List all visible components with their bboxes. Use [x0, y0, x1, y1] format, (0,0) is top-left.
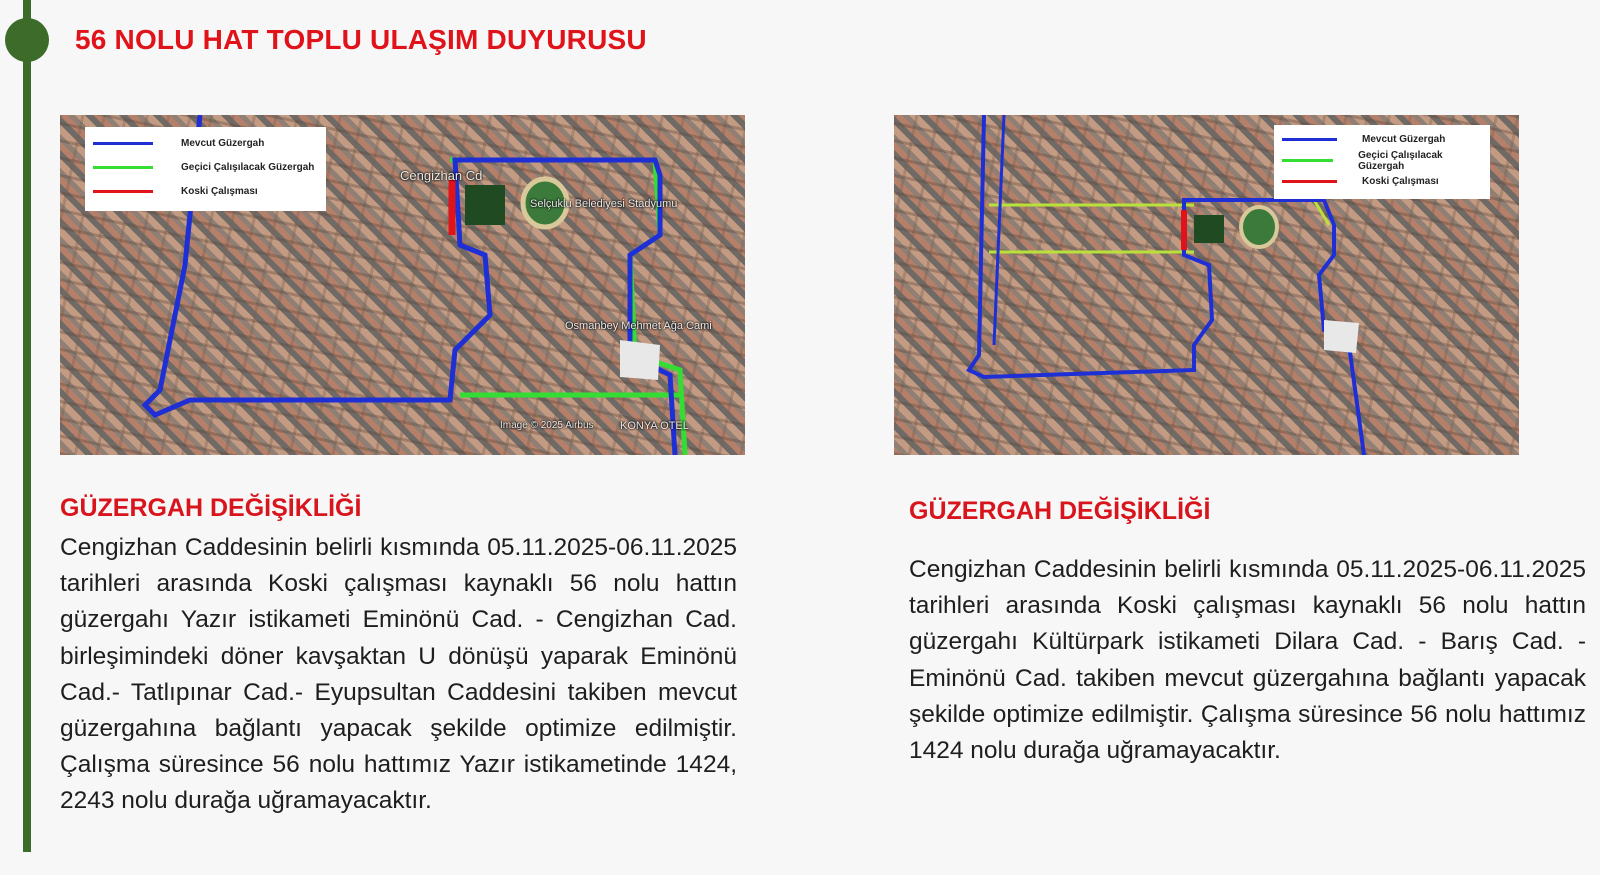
map-label-credit: Image © 2025 Airbus — [500, 420, 594, 431]
map-label-mosque: Osmanbey Mehmet Ağa Cami — [565, 320, 712, 332]
map-label-stadium: Selçuklu Belediyesi Stadyumu — [530, 198, 678, 210]
decorative-circle — [5, 18, 49, 62]
map-label-street: Cengizhan Cd — [400, 168, 483, 183]
announcement-text-right: Cengizhan Caddesinin belirli kısmında 05.11.2025-06.11.2025 tarihleri arasında Koski çalışması kaynaklı 56 nolu hattın güzergahı Kültürpark istikameti Dilara Cad. - Barış Cad. - Eminönü Cad. takiben mevcut güzergahına bağlantı yapacak şekilde optimize edilmiştir. Çalışma süresince 56 nolu hattımız 1424 nolu durağa uğramayacaktır. — [909, 556, 1586, 765]
page-title: 56 NOLU HAT TOPLU ULAŞIM DUYURUSU — [75, 24, 647, 55]
stadium-shape — [1241, 207, 1277, 247]
legend-label-current: Mevcut Güzergah — [181, 137, 265, 149]
legend-item-current — [93, 131, 318, 155]
current-route-line — [994, 115, 1004, 345]
legend-swatch-green — [93, 166, 153, 169]
decorative-vertical-line — [23, 0, 31, 852]
legend-label-temporary: Geçici Çalışılacak Güzergah — [1358, 149, 1443, 172]
legend-label-current: Mevcut Güzergah — [1362, 134, 1446, 145]
field-shape — [1194, 215, 1224, 243]
section-heading-right: GÜZERGAH DEĞİŞİKLİĞİ — [909, 497, 1211, 525]
legend-swatch-green — [1282, 159, 1333, 162]
announcement-text-left: Cengizhan Caddesinin belirli kısmında 05.11.2025-06.11.2025 tarihleri arasında Koski çalışması kaynaklı 56 nolu hattın güzergahı Yazır istikameti Eminönü Cad. - Cengizhan Cad. birleşimindeki döner kavşaktan U dönüşü yaparak Eminönü Cad.- Tatlıpınar Cad.- Eyupsultan Caddesini takiben mevcut güzergahına bağlantı yapacak şekilde optimize edilmiştir. Çalışma süresince 56 nolu hattımız Yazır istikametinde 1424, 2243 nolu durağa uğramayacaktır. — [60, 534, 737, 815]
legend-item-temporary — [1282, 150, 1482, 171]
section-heading-left: GÜZERGAH DEĞİŞİKLİĞİ — [60, 494, 362, 522]
legend-label-koski: Koski Çalışması — [1362, 176, 1439, 187]
white-building-shape — [620, 340, 660, 380]
route-map-right — [894, 115, 1519, 455]
legend-swatch-blue — [1282, 138, 1337, 141]
legend-item-current — [1282, 129, 1482, 150]
route-map-left — [60, 115, 745, 455]
legend-item-koski — [93, 179, 318, 203]
map-legend-left — [85, 127, 326, 211]
legend-swatch-blue — [93, 142, 153, 145]
legend-item-koski — [1282, 171, 1482, 192]
legend-label-koski: Koski Çalışması — [181, 185, 258, 197]
legend-swatch-red — [1282, 180, 1337, 183]
map-legend-right — [1274, 125, 1490, 199]
field-shape — [465, 185, 505, 225]
white-building-shape — [1324, 320, 1359, 353]
legend-swatch-red — [93, 190, 153, 193]
map-label-place: KONYA OTEL — [620, 420, 689, 432]
legend-label-temporary: Geçici Çalışılacak Güzergah — [181, 161, 315, 173]
legend-item-temporary — [93, 155, 318, 179]
